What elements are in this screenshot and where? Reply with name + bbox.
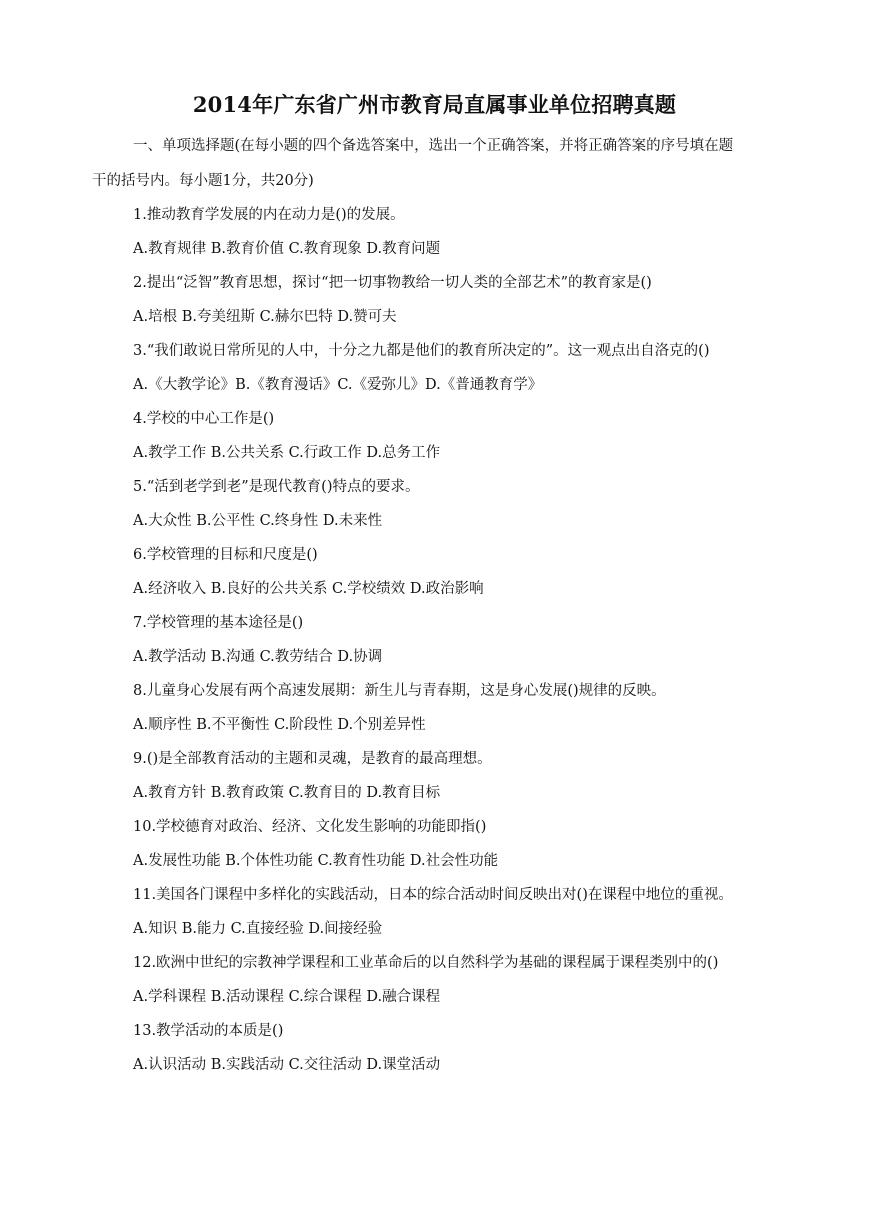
page-title: 2014年广东省广州市教育局直属事业单位招聘真题	[192, 92, 677, 117]
section-intro-line-1: 一、单项选择题(在每小题的四个备选答案中，选出一个正确答案，并将正确答案的序号填在题	[133, 138, 734, 154]
question-12-stem: 12.欧洲中世纪的宗教神学课程和工业革命后的以自然科学为基础的课程属于课程类别中的()	[133, 955, 719, 971]
section-intro-line-2: 干的括号内。每小题1分，共20分)	[92, 173, 314, 189]
question-11-options: A.知识 B.能力 C.直接经验 D.间接经验	[133, 921, 383, 937]
question-6-options: A.经济收入 B.良好的公共关系 C.学校绩效 D.政治影响	[133, 581, 484, 597]
question-1-stem: 1.推动教育学发展的内在动力是()的发展。	[133, 207, 405, 223]
question-4-stem: 4.学校的中心工作是()	[133, 411, 275, 427]
question-6-stem: 6.学校管理的目标和尺度是()	[133, 547, 318, 563]
question-5-options: A.大众性 B.公平性 C.终身性 D.未来性	[133, 513, 383, 529]
question-2-stem: 2.提出“泛智”教育思想，探讨“把一切事物教给一切人类的全部艺术”的教育家是()	[133, 275, 652, 291]
question-3-options: A.《大教学论》B.《教育漫话》C.《爱弥儿》D.《普通教育学》	[133, 377, 543, 393]
question-2-options: A.培根 B.夸美纽斯 C.赫尔巴特 D.赞可夫	[133, 309, 397, 325]
question-1-options: A.教育规律 B.教育价值 C.教育现象 D.教育问题	[133, 241, 441, 257]
question-8-options: A.顺序性 B.不平衡性 C.阶段性 D.个别差异性	[133, 717, 426, 733]
question-3-stem: 3.“我们敢说日常所见的人中，十分之九都是他们的教育所决定的”。这一观点出自洛克的()	[133, 343, 710, 359]
question-8-stem: 8.儿童身心发展有两个高速发展期：新生儿与青春期，这是身心发展()规律的反映。	[133, 683, 666, 699]
question-7-options: A.教学活动 B.沟通 C.教劳结合 D.协调	[133, 649, 383, 665]
question-13-stem: 13.教学活动的本质是()	[133, 1023, 284, 1039]
question-9-options: A.教育方针 B.教育政策 C.教育目的 D.教育目标	[133, 785, 441, 801]
question-7-stem: 7.学校管理的基本途径是()	[133, 615, 304, 631]
question-10-stem: 10.学校德育对政治、经济、文化发生影响的功能即指()	[133, 819, 487, 835]
question-4-options: A.教学工作 B.公共关系 C.行政工作 D.总务工作	[133, 445, 441, 461]
question-5-stem: 5.“活到老学到老”是现代教育()特点的要求。	[133, 479, 420, 495]
question-13-options: A.认识活动 B.实践活动 C.交往活动 D.课堂活动	[133, 1057, 441, 1073]
question-9-stem: 9.()是全部教育活动的主题和灵魂，是教育的最高理想。	[133, 751, 492, 767]
question-11-stem: 11.美国各门课程中多样化的实践活动，日本的综合活动时间反映出对()在课程中地位的重视。	[133, 887, 733, 903]
question-12-options: A.学科课程 B.活动课程 C.综合课程 D.融合课程	[133, 989, 441, 1005]
question-10-options: A.发展性功能 B.个体性功能 C.教育性功能 D.社会性功能	[133, 853, 499, 869]
